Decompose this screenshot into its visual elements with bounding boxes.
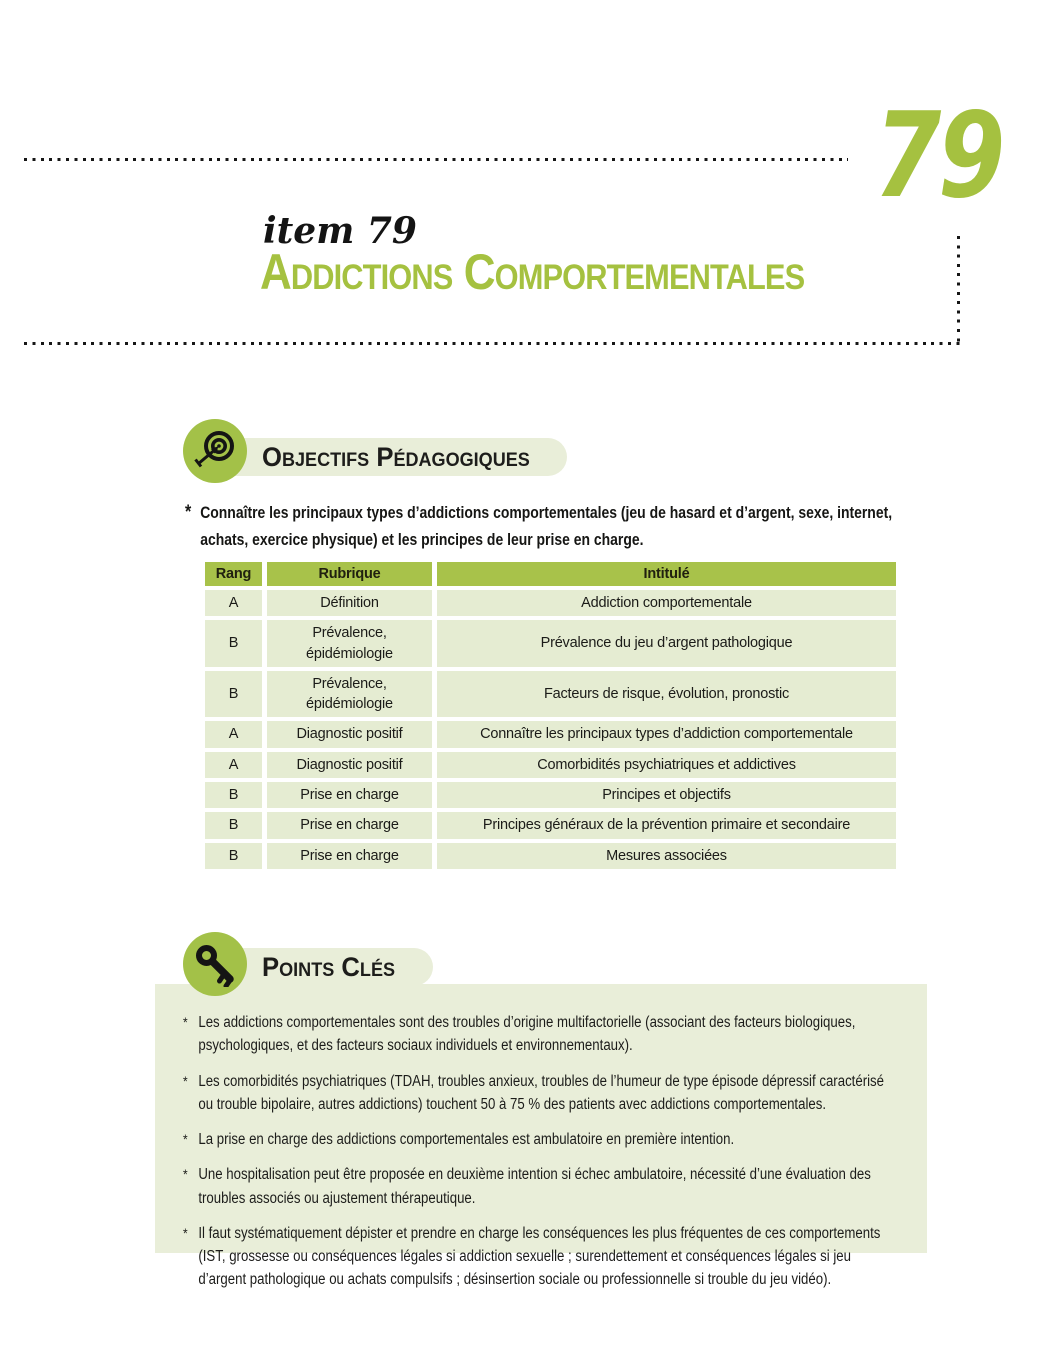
table-cell-intitule: Principes généraux de la prévention primaire et secondaire	[437, 812, 896, 838]
key-points-icon-circle	[183, 932, 247, 996]
chapter-number: 79	[874, 86, 1003, 224]
table-header-intitule: Intitulé	[437, 562, 896, 586]
table-cell-rang: A	[205, 721, 262, 747]
table-header-rubrique: Rubrique	[267, 562, 432, 586]
key-point-item	[183, 1128, 884, 1151]
table-cell-rang: B	[205, 671, 262, 718]
key-point-item	[183, 1222, 884, 1292]
table-cell-rubrique: Diagnostic positif	[267, 721, 432, 747]
star-bullet-icon: *	[183, 1224, 188, 1241]
target-icon	[192, 428, 238, 474]
objectives-bullet-text: Connaître les principaux types d’addictions comportementales (jeu de hasard et d’argent, sexe, internet, achats, exercice physique) et les principes de leur prise en charge.	[200, 504, 893, 549]
right-dotted-rule	[957, 236, 960, 342]
table-cell-rubrique: Prise en charge	[267, 843, 432, 869]
star-bullet-icon: *	[183, 1131, 188, 1147]
key-point-item	[183, 1163, 884, 1210]
key-icon	[192, 941, 238, 987]
table-cell-rubrique: Diagnostic positif	[267, 752, 432, 778]
table-cell-intitule: Principes et objectifs	[437, 782, 896, 808]
table-cell-intitule: Connaître les principaux types d’addiction comportementale	[437, 721, 896, 747]
table-cell-rang: B	[205, 620, 262, 667]
objectives-heading-pill	[215, 438, 567, 476]
key-point-text: Il faut systématiquement dépister et prendre en charge les conséquences les plus fréquentes de ces comportements (IST, grossesse ou conséquences légales si addiction sexuelle ; surendettement et conséquences légales si jeu d’argent pathologique ou achats compulsifs ; désinsertion sociale ou professionnelle si trouble du jeu vidéo).	[198, 1224, 881, 1289]
key-point-text: La prise en charge des addictions comportementales est ambulatoire en première intention.	[198, 1131, 735, 1148]
bottom-dotted-rule	[24, 342, 962, 345]
key-point-item	[183, 1070, 884, 1117]
table-cell-rang: B	[205, 812, 262, 838]
key-points-panel	[155, 984, 927, 1289]
table-cell-rubrique: Prévalence, épidémiologie	[267, 671, 432, 718]
table-cell-rang: A	[205, 590, 262, 616]
table-cell-rubrique: Prise en charge	[267, 782, 432, 808]
star-bullet-icon: *	[183, 1014, 188, 1030]
table-cell-intitule: Prévalence du jeu d’argent pathologique	[437, 620, 896, 667]
key-point-item	[183, 1011, 884, 1058]
table-cell-intitule: Comorbidités psychiatriques et addictives	[437, 752, 896, 778]
table-cell-intitule: Facteurs de risque, évolution, pronostic	[437, 671, 896, 718]
table-cell-intitule: Addiction comportementale	[437, 590, 896, 616]
asterisk-bullet-icon: *	[185, 502, 192, 523]
table-cell-rubrique: Définition	[267, 590, 432, 616]
table-cell-rubrique: Prise en charge	[267, 812, 432, 838]
table-cell-rubrique: Prévalence, épidémiologie	[267, 620, 432, 667]
table-header-rang: Rang	[205, 562, 262, 586]
key-point-text: Les comorbidités psychiatriques (TDAH, troubles anxieux, troubles de l’humeur de type épisode dépressif caractérisé ou trouble bipolaire, autres addictions) touchent 50 à 75 % des patients avec addictions comportementales.	[198, 1072, 885, 1113]
page-title: Addictions Comportementales	[260, 244, 805, 300]
key-points-heading: Points Clés	[262, 951, 396, 982]
rank-table	[205, 562, 895, 869]
key-points-heading-pill	[215, 948, 433, 986]
star-bullet-icon: *	[183, 1072, 188, 1089]
table-cell-rang: A	[205, 752, 262, 778]
objectives-heading: Objectifs Pédagogiques	[262, 441, 530, 472]
key-point-text: Les addictions comportementales sont des troubles d’origine multifactorielle (associant des facteurs biologiques, psychologiques, et des facteurs sociaux individuels et environnementaux).	[198, 1014, 856, 1055]
key-point-text: Une hospitalisation peut être proposée en deuxième intention si échec ambulatoire, nécessité d’une évaluation des troubles associés ou ajustement thérapeutique.	[198, 1166, 871, 1207]
table-cell-intitule: Mesures associées	[437, 843, 896, 869]
table-cell-rang: B	[205, 782, 262, 808]
key-points-list	[183, 1011, 884, 1304]
item-number-script: item 79	[263, 210, 417, 252]
top-dotted-rule	[24, 158, 848, 161]
table-cell-rang: B	[205, 843, 262, 869]
objectives-bullet	[185, 500, 900, 553]
star-bullet-icon: *	[183, 1166, 188, 1183]
objectives-icon-circle	[183, 419, 247, 483]
